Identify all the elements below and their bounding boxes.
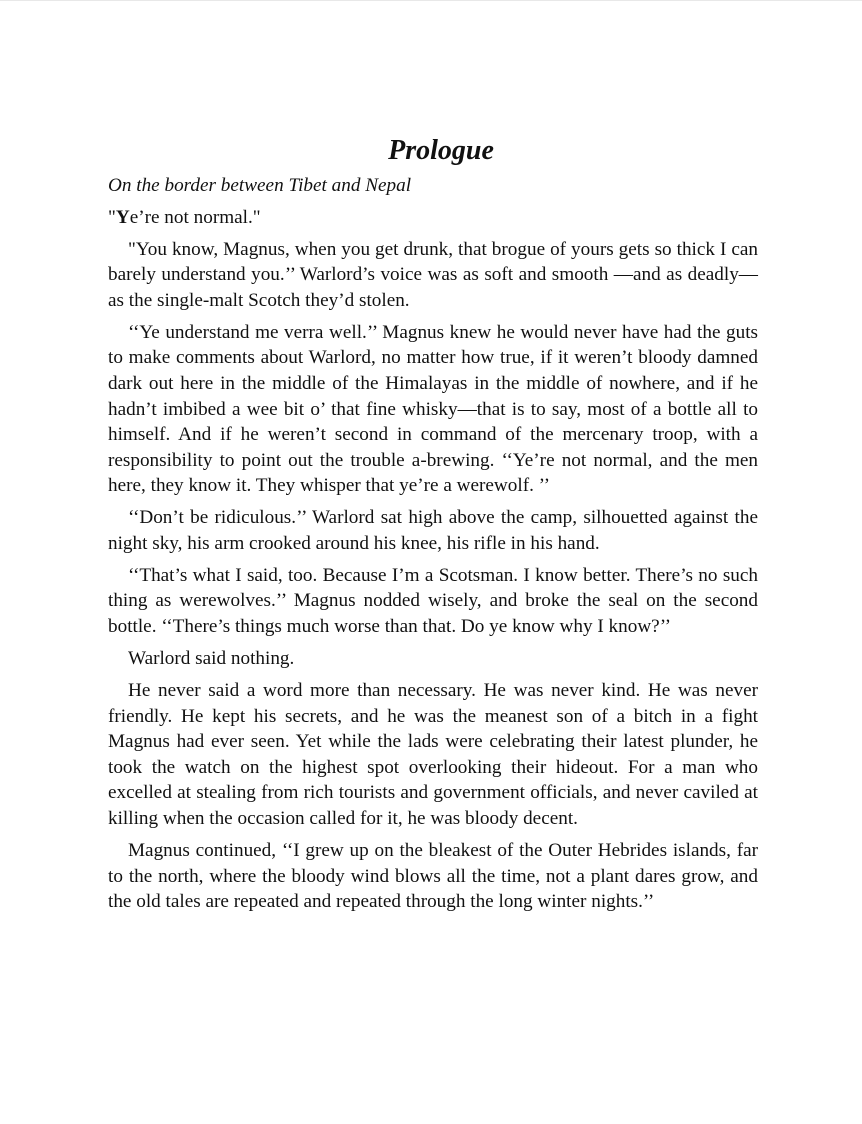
paragraph-3: ‘‘Don’t be ridiculous.’’ Warlord sat high above the camp, silhouetted against the night sky, his arm crooked around his knee, his rifle in his hand. — [108, 507, 758, 554]
paragraph-2: ‘‘Ye understand me verra well.’’ Magnus knew he would never have had the guts to make comments about Warlord, no matter how true, if it weren’t bloody damned dark out here in the middle of the Himalayas in the middle of nowhere, and if he hadn’t imbibed a wee bit o’ that fine whisky—that is to say, most of a bottle all to himself. And if he weren’t second in command of the mercenary troop, with a responsibility to point out the trouble a-brewing. ‘‘Ye’re not normal, and the men here, they know it. They whisper that ye’re a werewolf. ’’ — [108, 321, 758, 497]
paragraph-7: Magnus continued, ‘‘I grew up on the bleakest of the Outer Hebrides islands, far to the north, where the bloody wind blows all the time, not a plant dares grow, and the old tales are repeated and repeated through the long winter nights.’’ — [108, 839, 758, 913]
paragraph-5: Warlord said nothing. — [128, 648, 295, 670]
paragraph-4: ‘‘That’s what I said, too. Because I’m a Scotsman. I know better. There’s no such thing as werewolves.’’ Magnus nodded wisely, and broke the seal on the second bottle. ‘‘There’s things much worse than that. Do ye know why I know?’’ — [108, 564, 758, 638]
opening-paragraph — [108, 205, 758, 231]
drop-cap: Y — [115, 206, 130, 228]
book-page — [108, 133, 758, 921]
opening-text: e’re not normal." — [129, 206, 261, 228]
chapter-subtitle: On the border between Tibet and Nepal — [108, 175, 412, 196]
opening-quote: " — [108, 206, 116, 228]
paragraph-6: He never said a word more than necessary. He was never kind. He was never friendly. He kept his secrets, and he was the meanest son of a bitch in a fight Magnus had ever seen. Yet while the lads were celebrating their latest plunder, he took the watch on the highest spot overlooking their hideout. For a man who excelled at stealing from rich tourists and government officials, and never caviled at killing when the occasion called for it, he was bloody decent. — [108, 680, 758, 829]
chapter-title: Prologue — [388, 135, 494, 166]
paragraph-1: "You know, Magnus, when you get drunk, that brogue of yours gets so thick I can barely understand you.’’ Warlord’s voice was as soft and smooth —and as deadly—as the single-malt Scotch they’d stolen. — [108, 238, 758, 311]
